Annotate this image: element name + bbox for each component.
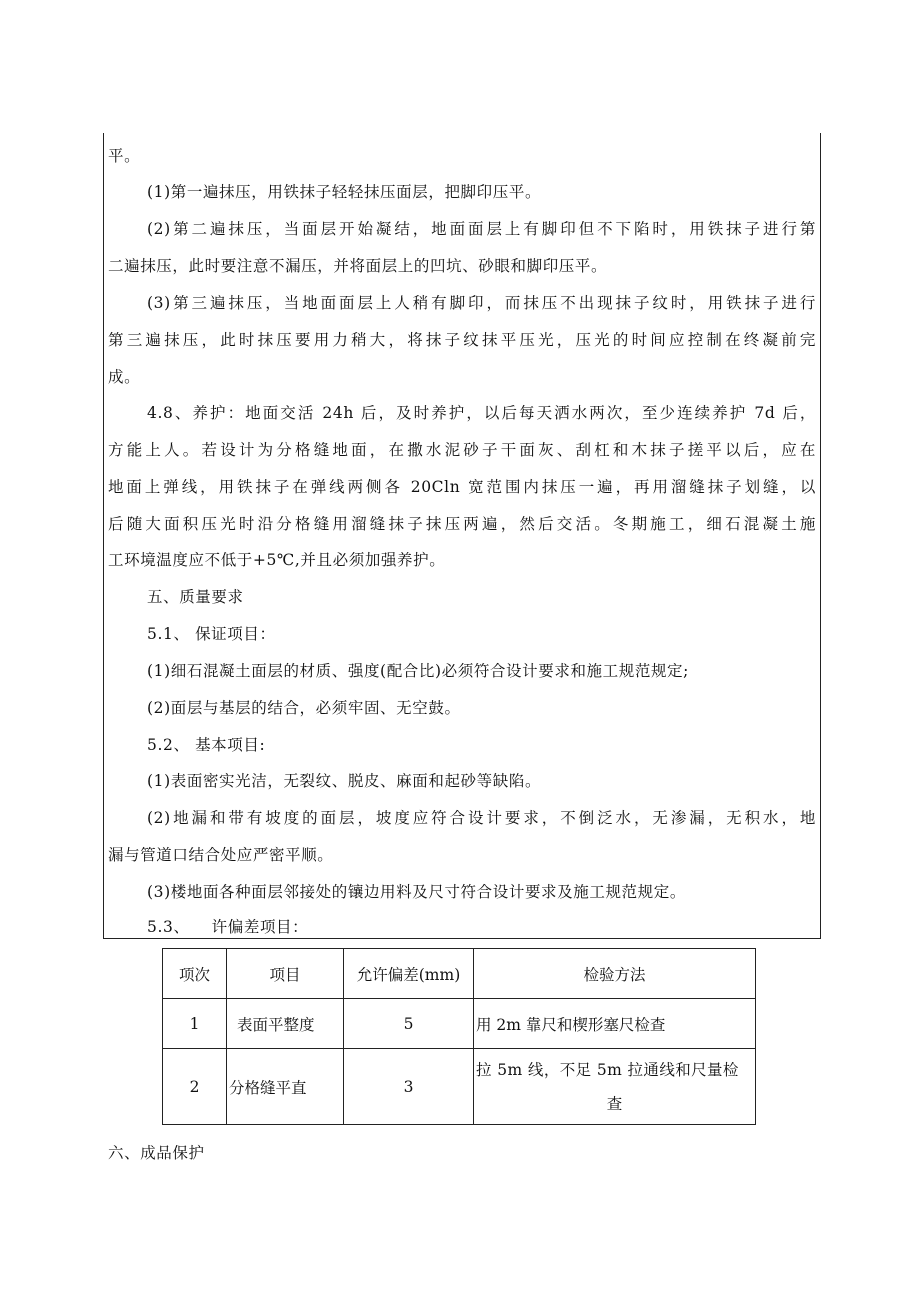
text-line: (2)面层与基层的结合，必须牢固、无空鼓。 (147, 699, 461, 717)
subsection-heading: 5.3、 许偏差项目： (147, 918, 309, 936)
text-line: 二遍抹压，此时要注意不漏压，并将面层上的凹坑、砂眼和脚印压平。 (108, 257, 608, 275)
text-line: 4.8、养护：地面交活 24h 后，及时养护，以后每天洒水两次，至少连续养护 7d 后， (147, 404, 816, 422)
row-method (474, 1049, 756, 1125)
row-item: 表面平整度 (227, 999, 344, 1049)
text-line: 漏与管道口结合处应严密平顺。 (108, 846, 334, 864)
section-heading: 六、成品保护 (108, 1144, 205, 1162)
text-line: (3)楼地面各种面层邻接处的镶边用料及尺寸符合设计要求及施工规范规定。 (147, 883, 686, 901)
header-cell: 检验方法 (474, 949, 756, 999)
text-line: 工环境温度应不低于+5℃,并且必须加强养护。 (108, 551, 446, 569)
row-tolerance: 5 (344, 999, 474, 1049)
header-cell: 允许偏差(mm) (344, 949, 474, 999)
row-method: 用 2m 靠尺和楔形塞尺检查 (474, 999, 756, 1049)
section-heading: 五、质量要求 (147, 588, 244, 606)
subsection-heading: 5.2、 基本项目: (147, 736, 266, 754)
row-item: 分格缝平直 (227, 1049, 344, 1125)
text-line: (2)第二遍抹压，当面层开始凝结，地面面层上有脚印但不下陷时，用铁抹子进行第 (147, 220, 816, 238)
text-line: 第三遍抹压，此时抹压要用力稍大，将抹子纹抹平压光，压光的时间应控制在终凝前完 (108, 331, 816, 349)
row-method-line: 拉 5m 线，不足 5m 拉通线和尺量检 (476, 1060, 739, 1079)
text-line: 后随大面积压光时沿分格缝用溜缝抹子抹压两遍，然后交活。冬期施工，细石混凝土施 (108, 515, 816, 533)
text-line: 方能上人。若设计为分格缝地面，在撒水泥砂子干面灰、刮杠和木抹子搓平以后，应在 (108, 441, 816, 459)
text-line: (1)细石混凝土面层的材质、强度(配合比)必须符合设计要求和施工规范规定; (147, 662, 689, 680)
text-line: 成。 (108, 368, 141, 386)
table-row (163, 999, 756, 1049)
header-cell: 项目 (227, 949, 344, 999)
deviation-table (162, 948, 756, 1125)
text-line: 地面上弹线，用铁抹子在弹线两侧各 20Cln 宽范围内抹压一遍，再用溜缝抹子划缝，以 (108, 478, 816, 496)
header-cell: 项次 (163, 949, 227, 999)
text-line: (3)第三遍抹压，当地面面层上人稍有脚印，而抹压不出现抹子纹时，用铁抹子进行 (147, 294, 816, 312)
text-line: (1)表面密实光洁，无裂纹、脱皮、麻面和起砂等缺陷。 (147, 772, 542, 790)
row-tolerance: 3 (344, 1049, 474, 1125)
text-line: (2)地漏和带有坡度的面层，坡度应符合设计要求，不倒泛水，无渗漏，无积水，地 (147, 809, 816, 827)
subsection-heading: 5.1、 保证项目： (147, 625, 276, 643)
table-row (163, 1049, 756, 1125)
row-number: 1 (163, 999, 227, 1049)
table-header-row (163, 949, 756, 999)
row-method-line: 查 (606, 1094, 623, 1113)
row-number: 2 (163, 1049, 227, 1125)
text-line: (1)第一遍抹压，用铁抹子轻轻抹压面层，把脚印压平。 (147, 183, 542, 201)
text-line: 平。 (108, 147, 141, 165)
